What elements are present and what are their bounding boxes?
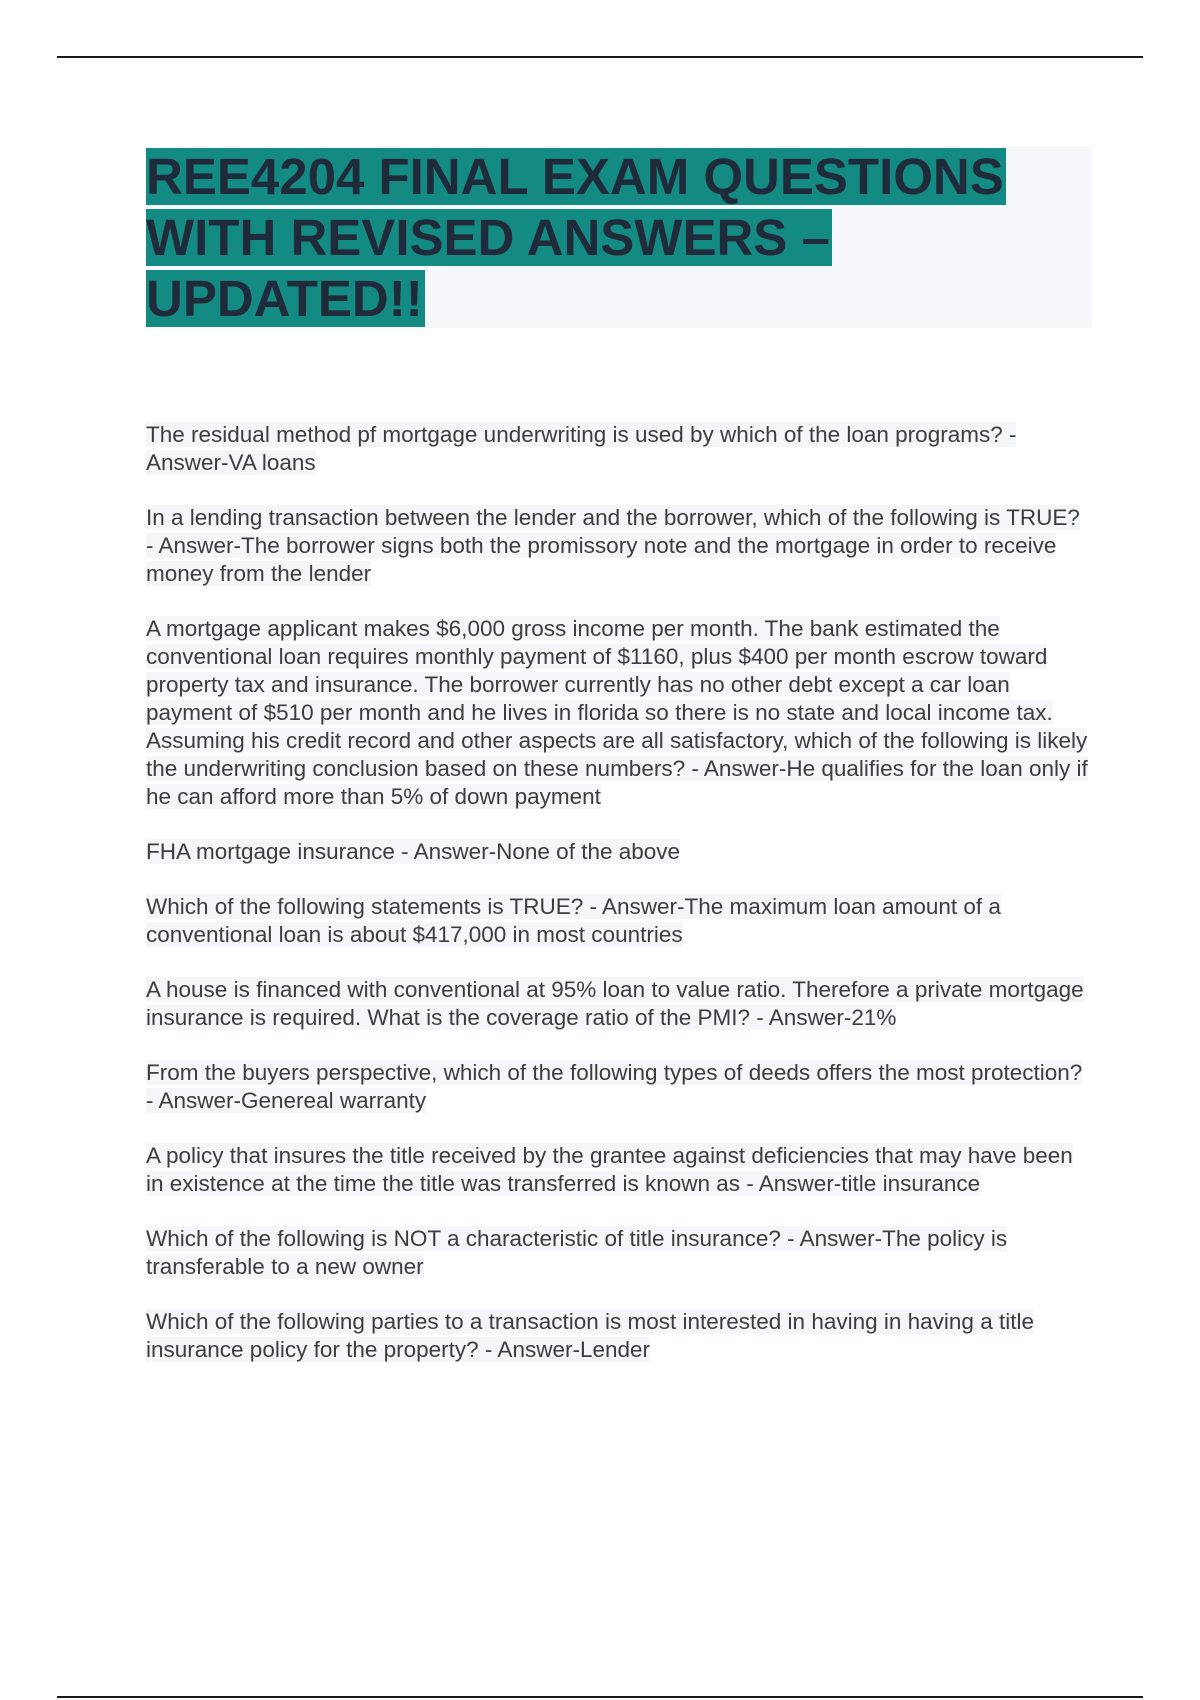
document-title: REE4204 FINAL EXAM QUESTIONS WITH REVISED ANSWERS – UPDATED!! [146,148,1004,327]
title-block [146,146,1092,328]
qa-text: Which of the following is NOT a characteristic of title insurance? - Answer-The policy is transferable to a new owner [146,1226,1008,1279]
qa-text: In a lending transaction between the lender and the borrower, which of the following is TRUE? - Answer-The borrower signs both the promissory note and the mortgage in order to receive money from the lender [146,505,1080,586]
qa-item [146,1308,1092,1364]
qa-item [146,838,1092,866]
qa-text: Which of the following parties to a transaction is most interested in having in having a title insurance policy for the property? - Answer-Lender [146,1309,1034,1362]
qa-item [146,1142,1092,1198]
qa-item [146,1059,1092,1115]
qa-text: From the buyers perspective, which of the following types of deeds offers the most protection? - Answer-Genereal warranty [146,1060,1083,1113]
qa-text: The residual method pf mortgage underwriting is used by which of the loan programs? - Answer-VA loans [146,422,1017,475]
qa-text: FHA mortgage insurance - Answer-None of the above [146,839,681,864]
qa-item [146,504,1092,588]
qa-text: A policy that insures the title received by the grantee against deficiencies that may have been in existence at the time the title was transferred is known as - Answer-title insurance [146,1143,1073,1196]
qa-item [146,421,1092,477]
qa-text: A house is financed with conventional at 95% loan to value ratio. Therefore a private mortgage insurance is required. What is the coverage ratio of the PMI? - Answer-21% [146,977,1084,1030]
qa-item [146,615,1092,811]
qa-text: A mortgage applicant makes $6,000 gross income per month. The bank estimated the conventional loan requires monthly payment of $1160, plus $400 per month escrow toward property tax and insurance. The borrower currently has no other debt except a car loan payment of $510 per month and he lives in florida so there is no state and local income tax. Assuming his credit record and other aspects are all satisfactory, which of the following is likely the underwriting conclusion based on these numbers? - Answer-He qualifies for the loan only if he can afford more than 5% of down payment [146,616,1088,809]
qa-text: Which of the following statements is TRUE? - Answer-The maximum loan amount of a conventional loan is about $417,000 in most countries [146,894,1001,947]
qa-item [146,976,1092,1032]
qa-list [146,421,1092,1391]
top-rule [57,56,1143,58]
qa-item [146,893,1092,949]
qa-item [146,1225,1092,1281]
bottom-rule [57,1696,1143,1698]
